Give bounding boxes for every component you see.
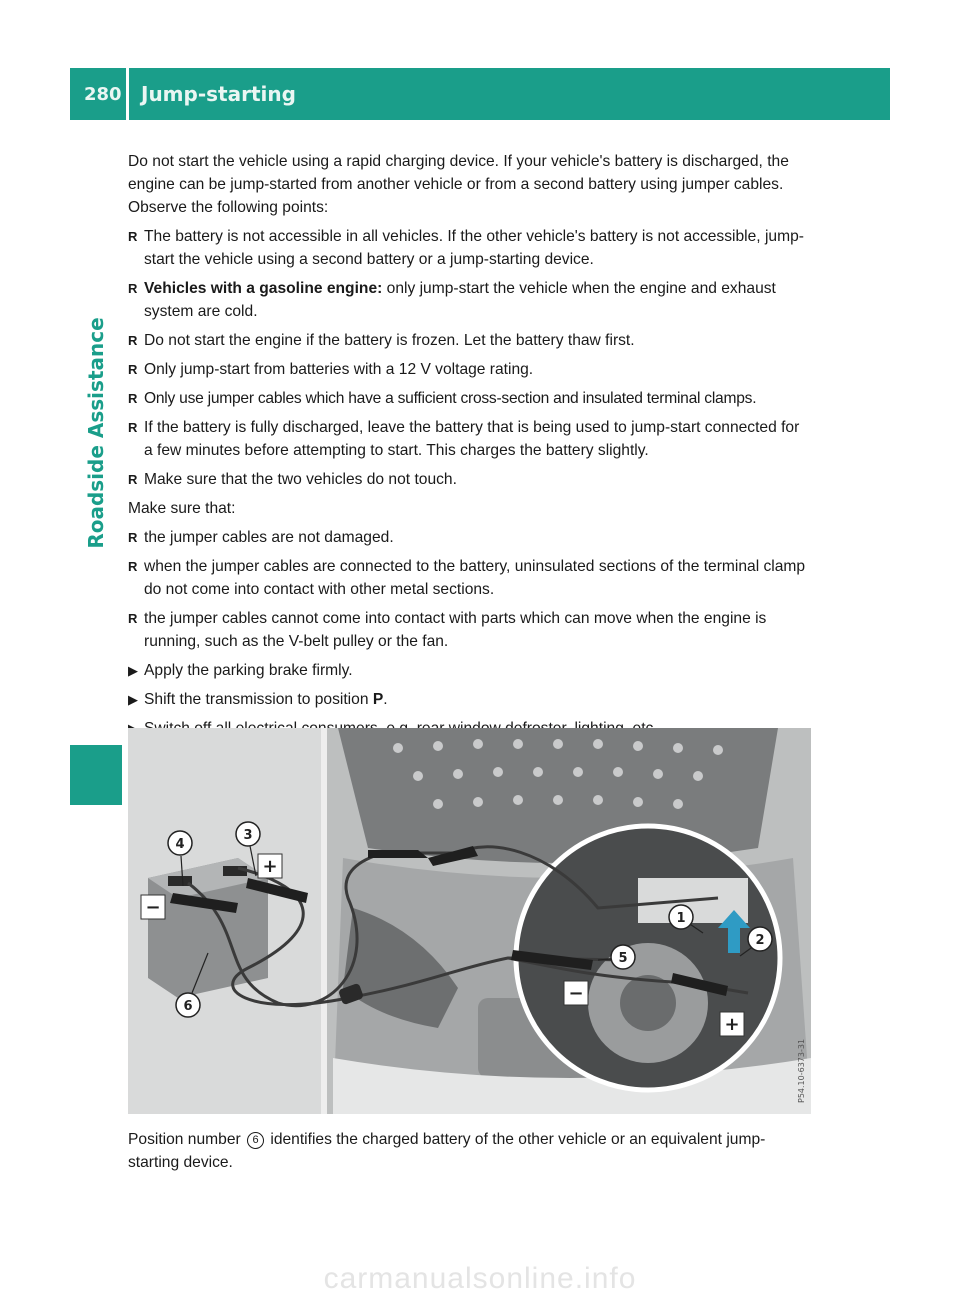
point-text: Only use jumper cables which have a sufficient cross-section and insulated terminal clamps. (144, 390, 757, 407)
callout-5 (611, 945, 635, 969)
bullet-r-icon: R (128, 229, 138, 244)
callout-4-label: 4 (175, 837, 185, 852)
plus-sign-right-text: + (724, 1014, 740, 1035)
bullet-r-icon: R (128, 559, 138, 574)
figure-caption (128, 1128, 811, 1174)
list-item (128, 358, 811, 381)
point-text: Do not start the engine if the battery is frozen. Let the battery thaw first. (144, 332, 635, 349)
callout-2 (748, 927, 772, 951)
step-item (128, 688, 811, 711)
bullet-r-icon: R (128, 420, 138, 435)
make-sure-text: the jumper cables cannot come into contact with parts which can move when the engine is running, such as the V-belt pulley or the fan. (144, 610, 767, 650)
step-text: Apply the parking brake firmly. (144, 662, 353, 679)
list-item (128, 277, 811, 323)
list-item (128, 555, 811, 601)
callout-3-label: 3 (243, 828, 253, 843)
page-number: 280 (84, 84, 122, 105)
list-item (128, 387, 811, 410)
bullet-r-icon: R (128, 611, 138, 626)
list-item (128, 526, 811, 549)
point-text: Only jump-start from batteries with a 12 V voltage rating. (144, 361, 534, 378)
bullet-r-icon: R (128, 530, 138, 545)
illustration-svg (128, 728, 811, 1114)
panel-divider (321, 728, 327, 1114)
plus-sign-left (258, 854, 282, 878)
side-tab (70, 120, 122, 805)
callout-4 (168, 831, 192, 855)
bullet-r-icon: R (128, 281, 138, 296)
minus-sign-left-text: − (145, 897, 161, 918)
main-content (128, 150, 811, 775)
minus-sign-left (141, 895, 165, 919)
point-lead: Vehicles with a gasoline engine: (144, 280, 383, 297)
list-item (128, 416, 811, 462)
plus-sign-right (720, 1012, 744, 1036)
caption-after: identifies the charged battery of the other vehicle or an equivalent jump-starting device. (128, 1131, 766, 1171)
make-sure-text: the jumper cables are not damaged. (144, 529, 394, 546)
make-sure-list (128, 526, 811, 653)
make-sure-text: when the jumper cables are connected to the battery, uninsulated sections of the terminal clamp do not come into contact with other metal sections. (144, 558, 806, 598)
bullet-r-icon: R (128, 472, 138, 487)
minus-sign-right-text: − (568, 983, 584, 1004)
callout-6 (176, 993, 200, 1017)
figure-code: P54.10-6373-31 (797, 1038, 806, 1103)
callout-6-label: 6 (183, 999, 193, 1014)
bullet-r-icon: R (128, 362, 138, 377)
point-text: only jump-start the vehicle when the engine and exhaust system are cold. (144, 280, 776, 320)
step-text: Shift the transmission to position (144, 691, 373, 708)
footer-watermark: carmanualsonline.info (323, 1262, 637, 1295)
list-item (128, 329, 811, 352)
point-text: Make sure that the two vehicles do not touch. (144, 471, 457, 488)
step-item (128, 659, 811, 682)
point-text: If the battery is fully discharged, leave the battery that is being used to jump-start connected for a few minutes before attempting to start. This charges the battery slightly. (144, 419, 800, 459)
step-arrow-icon: ▶ (128, 663, 138, 678)
bullet-r-icon: R (128, 391, 138, 406)
side-tab-label-box (70, 120, 122, 745)
bullet-r-icon: R (128, 333, 138, 348)
callout-1-label: 1 (676, 911, 686, 926)
step-arrow-icon: ▶ (128, 692, 138, 707)
step-bold: P (372, 691, 384, 708)
clamp-top-left (368, 850, 428, 858)
caption-before: Position number (128, 1131, 246, 1148)
intro-paragraph: Do not start the vehicle using a rapid charging device. If your vehicle's battery is discharged, the engine can be jump-started from another vehicle or from a second battery using jumper cables. Observe the following points: (128, 153, 789, 216)
callout-1 (669, 905, 693, 929)
list-item (128, 468, 811, 491)
strut-center (620, 975, 676, 1031)
callout-2-label: 2 (755, 933, 765, 948)
side-tab-label: Roadside Assistance (84, 317, 108, 549)
jump-start-illustration (128, 728, 811, 1114)
callout-ref-6-icon: 6 (247, 1132, 264, 1149)
callout-3 (236, 822, 260, 846)
battery-terminal-pos (223, 866, 247, 876)
make-sure-heading: Make sure that: (128, 500, 236, 517)
list-item (128, 225, 811, 271)
callout-5-label: 5 (618, 951, 628, 966)
points-list (128, 225, 811, 491)
header-divider (126, 68, 129, 120)
minus-sign-right (564, 981, 588, 1005)
plus-sign-left-text: + (262, 856, 278, 877)
step-after: . (383, 691, 388, 708)
side-tab-marker (70, 745, 122, 805)
point-text: The battery is not accessible in all vehicles. If the other vehicle's battery is not accessible, jump-start the vehicle using a second battery or a jump-starting device. (144, 228, 804, 268)
list-item (128, 607, 811, 653)
page-title: Jump-starting (141, 82, 296, 106)
